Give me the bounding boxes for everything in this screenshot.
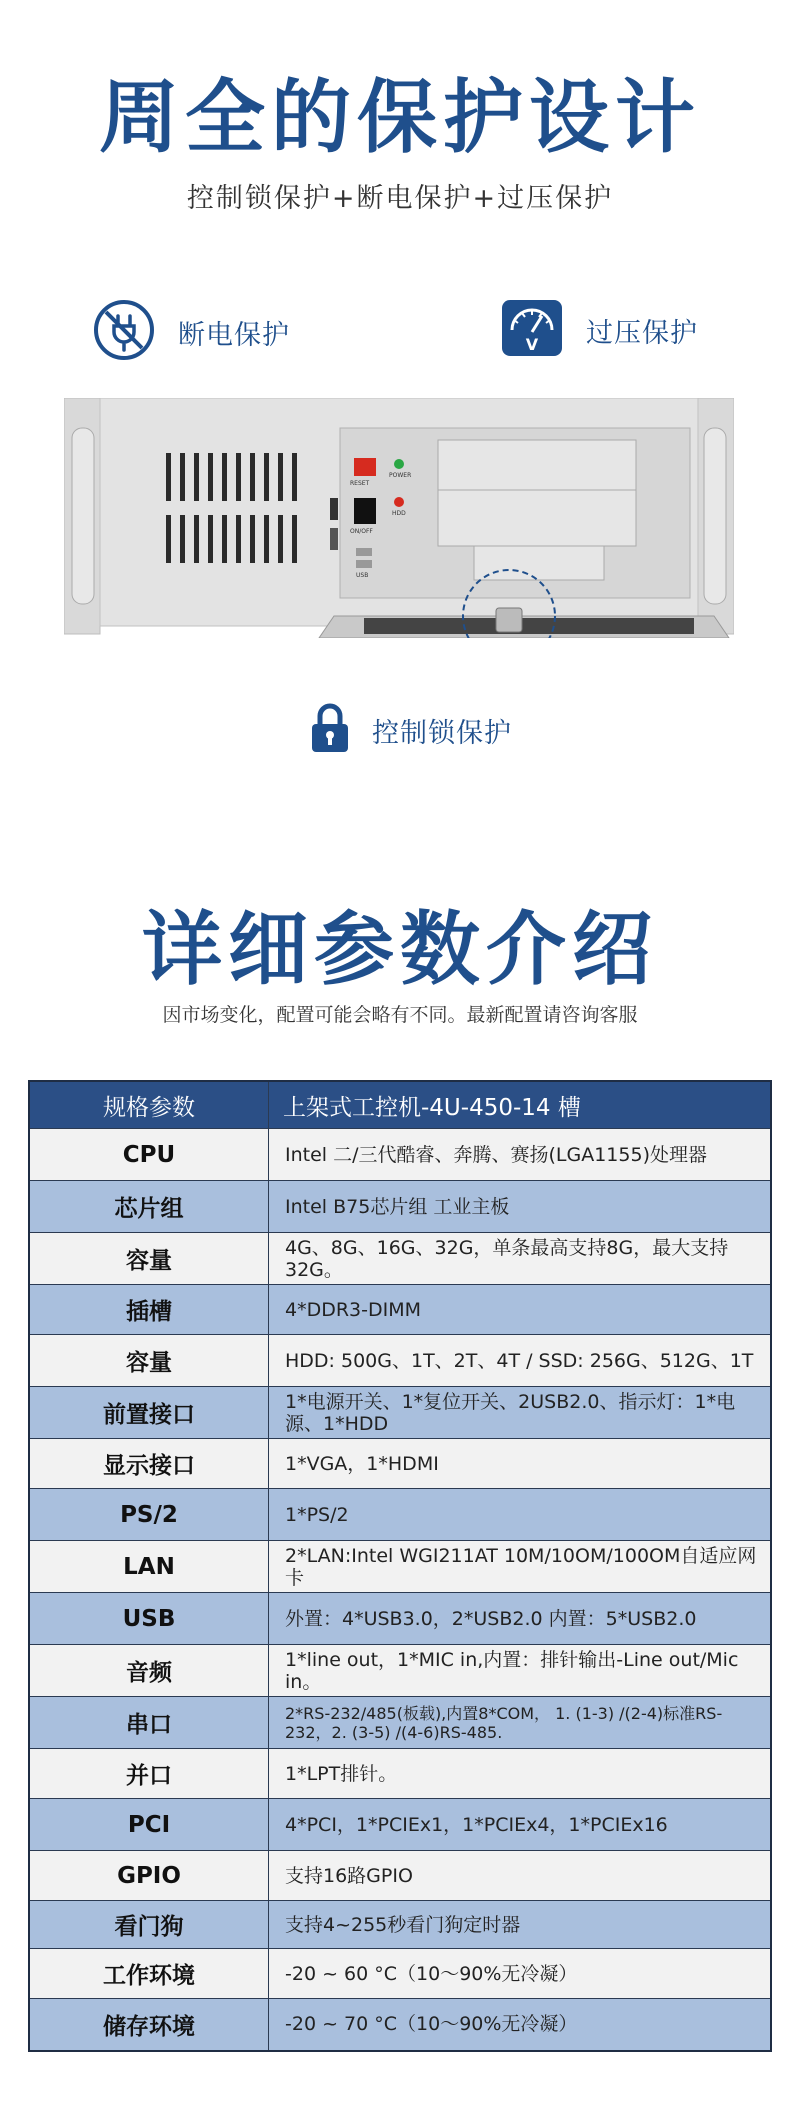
table-row [29, 1129, 771, 1181]
row-value: 1*电源开关、1*复位开关、2USB2.0、指示灯：1*电源、1*HDD [269, 1387, 772, 1439]
table-row [29, 1999, 771, 2051]
svg-text:V: V [525, 335, 539, 354]
table-header-key: 规格参数 [29, 1081, 269, 1129]
row-key: GPIO [29, 1851, 269, 1901]
row-key: 插槽 [29, 1285, 269, 1335]
row-value: Intel 二/三代酷睿、奔腾、赛扬(LGA1155)处理器 [269, 1129, 772, 1181]
table-row [29, 1901, 771, 1949]
table-row [29, 1489, 771, 1541]
feature-power-off [92, 298, 290, 366]
row-key: CPU [29, 1129, 269, 1181]
table-row [29, 1439, 771, 1489]
chassis-illustration [64, 398, 734, 638]
row-key: PCI [29, 1799, 269, 1851]
power-off-icon [92, 298, 156, 366]
protection-subtitle: 控制锁保护+断电保护+过压保护 [186, 183, 614, 214]
lock-icon [310, 702, 350, 758]
voltmeter-icon [500, 298, 564, 362]
row-value: 4*PCI，1*PCIEx1，1*PCIEx4，1*PCIEx16 [269, 1799, 772, 1851]
power-off-label: 断电保护 [178, 319, 290, 351]
table-header-row [29, 1081, 771, 1129]
table-row [29, 1749, 771, 1799]
params-title: 详细参数介绍 [142, 903, 658, 996]
table-row [29, 1181, 771, 1233]
row-value: 4G、8G、16G、32G，单条最高支持8G，最大支持32G。 [269, 1233, 772, 1285]
row-key: 看门狗 [29, 1901, 269, 1949]
row-key: PS/2 [29, 1489, 269, 1541]
row-value: HDD: 500G、1T、2T、4T / SSD: 256G、512G、1T [269, 1335, 772, 1387]
row-key: 工作环境 [29, 1949, 269, 1999]
table-row [29, 1949, 771, 1999]
row-key: 并口 [29, 1749, 269, 1799]
row-key: 容量 [29, 1335, 269, 1387]
reset-label: RESET [350, 480, 370, 487]
row-value: -20 ~ 60 °C（10～90%无冷凝） [269, 1949, 772, 1999]
row-value: 支持16路GPIO [269, 1851, 772, 1901]
row-key: 串口 [29, 1697, 269, 1749]
table-row [29, 1285, 771, 1335]
table-row [29, 1541, 771, 1593]
row-key: USB [29, 1593, 269, 1645]
onoff-label: ON/OFF [350, 528, 373, 535]
row-key: 音频 [29, 1645, 269, 1697]
table-header-value: 上架式工控机-4U-450-14 槽 [269, 1081, 772, 1129]
row-key: 容量 [29, 1233, 269, 1285]
table-row [29, 1593, 771, 1645]
table-row [29, 1799, 771, 1851]
protection-title: 周全的保护设计 [99, 71, 701, 164]
row-key: 芯片组 [29, 1181, 269, 1233]
row-value: 支持4~255秒看门狗定时器 [269, 1901, 772, 1949]
table-body [29, 1129, 771, 2051]
feature-lock [310, 702, 512, 758]
row-key: 前置接口 [29, 1387, 269, 1439]
overvoltage-label: 过压保护 [586, 317, 698, 349]
row-value: 外置：4*USB3.0，2*USB2.0 内置：5*USB2.0 [269, 1593, 772, 1645]
row-value: 1*line out，1*MIC in,内置：排针输出-Line out/Mic in。 [269, 1645, 772, 1697]
row-key: 储存环境 [29, 1999, 269, 2051]
table-row [29, 1697, 771, 1749]
row-value: -20 ~ 70 °C（10～90%无冷凝） [269, 1999, 772, 2051]
usb-label: USB [356, 572, 369, 579]
row-key: LAN [29, 1541, 269, 1593]
table-row [29, 1387, 771, 1439]
row-value: 1*VGA，1*HDMI [269, 1439, 772, 1489]
spec-table [28, 1080, 772, 2052]
feature-overvoltage [500, 298, 698, 362]
table-row [29, 1233, 771, 1285]
row-value: 2*LAN:Intel WGI211AT 10M/10OM/100OM自适应网卡 [269, 1541, 772, 1593]
row-value: 1*LPT排针。 [269, 1749, 772, 1799]
lock-label: 控制锁保护 [372, 717, 512, 749]
row-key: 显示接口 [29, 1439, 269, 1489]
table-row [29, 1335, 771, 1387]
table-row [29, 1645, 771, 1697]
row-value: 1*PS/2 [269, 1489, 772, 1541]
row-value: Intel B75芯片组 工业主板 [269, 1181, 772, 1233]
row-value: 4*DDR3-DIMM [269, 1285, 772, 1335]
power-led-label: POWER [389, 472, 412, 479]
table-row [29, 1851, 771, 1901]
row-value: 2*RS-232/485(板载),内置8*COM， 1. (1-3) /(2-4)标准RS-232，2. (3-5) /(4-6)RS-485. [269, 1697, 772, 1749]
params-subtitle: 因市场变化，配置可能会略有不同。最新配置请咨询客服 [162, 1004, 638, 1026]
hdd-led-label: HDD [392, 510, 406, 517]
